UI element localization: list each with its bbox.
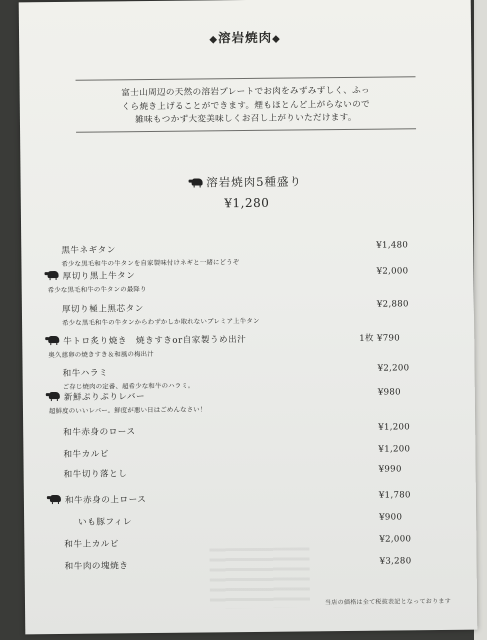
menu-item-price: ¥2,880	[376, 299, 409, 310]
menu-item-name: いも豚フィレ	[78, 517, 133, 528]
menu-item	[63, 444, 451, 463]
menu-item-name: 和牛赤身の上ロース	[50, 490, 452, 506]
intro-line: くら焼き上げることができます。煙もほとんど上がらないので	[121, 99, 371, 112]
intro-line: 富士山周辺の天然の溶岩プレートでお肉をみずみずしく、ふっ	[121, 85, 370, 99]
menu-item-name: 和牛肉の塊焼き	[64, 561, 129, 572]
set-platter	[21, 172, 473, 213]
menu-item-price: ¥2,000	[379, 534, 412, 545]
intro-line: 雑味もつかず大変美味しくお召し上がりいただけます。	[135, 112, 357, 126]
menu-item	[62, 299, 450, 327]
menu-item-price: ¥900	[379, 512, 403, 523]
menu-item-name: 厚切り極上黒芯タン	[61, 304, 144, 315]
menu-item-name: 牛トロ炙り焼き 焼きすきor自家製うめ出汁	[48, 331, 450, 347]
menu-title	[19, 26, 471, 49]
menu-item-name: 黒牛ネギタン	[61, 245, 116, 256]
menu-item-description: 奥久慈卵の焼きすき＆和風の梅出汁	[48, 349, 154, 360]
cow-icon	[191, 178, 202, 185]
menu-item-price: ¥2,200	[377, 363, 410, 374]
menu-item-price: ¥2,000	[376, 266, 409, 277]
menu-item	[49, 387, 451, 415]
menu-item-name: 和牛カルビ	[63, 449, 109, 460]
menu-item-name: 和牛赤身のロース	[63, 427, 136, 438]
menu-item	[64, 464, 452, 483]
menu-item-description: ご存じ焼肉の定番、超希少な和牛のハラミ。	[62, 381, 195, 391]
menu-item-price: ¥3,280	[379, 556, 412, 567]
menu-item-price: ¥990	[378, 464, 402, 475]
menu-item-price: ¥1,780	[378, 490, 411, 501]
menu-item-name: 和牛切り落とし	[63, 469, 128, 480]
menu-item	[48, 331, 450, 359]
cow-icon	[48, 271, 59, 278]
menu-item-name: 和牛ハラミ	[62, 368, 109, 379]
menu-item-price: ¥980	[377, 387, 401, 398]
menu-item-price: 1枚 ¥790	[359, 333, 401, 344]
intro-top-rule	[76, 76, 416, 81]
diamond-icon: ◆	[272, 33, 281, 45]
menu-item-description	[50, 505, 452, 509]
menu-item	[50, 490, 452, 509]
menu-item-name: 和牛上カルビ	[64, 539, 120, 550]
set-platter-name: 溶岩焼肉5種盛り	[21, 172, 473, 193]
menu-item-description	[63, 437, 451, 441]
menu-item	[63, 422, 451, 441]
set-platter-price: ¥1,280	[224, 195, 270, 211]
menu-sheet	[19, 0, 478, 634]
diamond-icon: ◆	[209, 34, 219, 46]
menu-item-description: 超鮮度のいいレバー。鮮度が悪い日はごめんなさい！	[48, 405, 207, 416]
menu-item-description	[64, 527, 452, 531]
menu-item-name: 厚切り黒上牛タン	[48, 266, 450, 282]
intro-text	[82, 84, 410, 128]
menu-item-description: 希少な黒毛和牛の牛タンを自家製味付けネギと一緒にどうぞ	[61, 258, 240, 268]
menu-item-description: 希少な黒毛和牛の牛タンの最降り	[47, 285, 147, 295]
menu-item	[48, 266, 450, 294]
menu-item	[61, 240, 449, 268]
menu-title-text: 溶岩焼肉	[217, 29, 273, 46]
menu-item-price: ¥1,480	[376, 240, 409, 251]
menu-item-description	[64, 479, 452, 483]
tax-note: 当店の価格は全て税抜表記となっております	[324, 597, 452, 607]
menu-item-description: 希少な黒毛和牛の牛タンからわずかしか取れないプレミア上牛タン	[62, 316, 260, 327]
cow-icon	[49, 392, 60, 399]
cow-icon	[50, 495, 61, 502]
menu-item-description	[64, 459, 452, 463]
menu-item	[64, 512, 452, 531]
menu-item-price: ¥1,200	[378, 422, 411, 433]
show-through-text	[209, 547, 310, 608]
menu-item-name: 新鮮ぷりぷりレバー	[49, 387, 451, 403]
cow-icon	[48, 336, 59, 343]
menu-item-price: ¥1,200	[378, 444, 411, 455]
intro-bottom-rule	[76, 128, 416, 133]
